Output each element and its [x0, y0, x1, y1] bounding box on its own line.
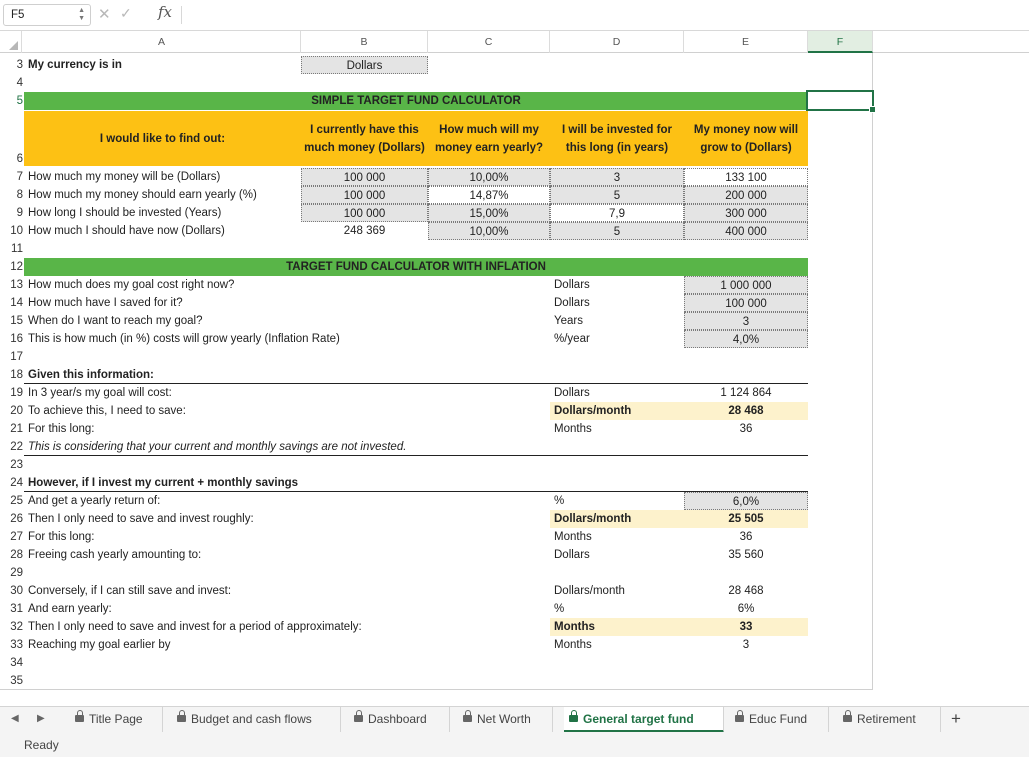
- insert-function-icon[interactable]: fx: [158, 3, 173, 21]
- period-value[interactable]: 33: [684, 618, 808, 636]
- lock-icon: [354, 715, 363, 722]
- simple-row-rate[interactable]: 14,87%: [428, 186, 550, 204]
- grow-to-header-line2[interactable]: grow to (Dollars): [700, 142, 792, 154]
- future-cost-unit[interactable]: Dollars: [554, 387, 590, 399]
- yearly-return-value[interactable]: 6,0%: [684, 492, 808, 510]
- tab-title-page[interactable]: [70, 707, 163, 733]
- lock-icon: [463, 715, 472, 722]
- row-number[interactable]: 22: [10, 441, 23, 453]
- row-number[interactable]: 20: [10, 405, 23, 417]
- cancel-icon[interactable]: ✕: [98, 6, 111, 23]
- inflation-calculator-title[interactable]: TARGET FUND CALCULATOR WITH INFLATION: [286, 261, 546, 273]
- saved-unit[interactable]: Dollars: [554, 297, 590, 309]
- row-number[interactable]: 33: [10, 639, 23, 651]
- lock-icon: [735, 715, 744, 722]
- freeing-cash-label[interactable]: Freeing cash yearly amounting to:: [28, 549, 202, 561]
- formula-input[interactable]: [186, 4, 1021, 26]
- need-to-save-unit[interactable]: Dollars/month: [550, 402, 684, 420]
- freeing-cash-value[interactable]: 35 560: [728, 549, 764, 561]
- status-bar: [0, 732, 1029, 757]
- lock-icon: [75, 715, 84, 722]
- row-number[interactable]: 4: [16, 77, 23, 89]
- column-header-c[interactable]: C: [428, 31, 550, 53]
- row-number[interactable]: 31: [10, 603, 23, 615]
- simple-row-current[interactable]: 248 369: [343, 225, 386, 237]
- inflation-unit[interactable]: %/year: [554, 333, 590, 345]
- invest-duration-value[interactable]: 36: [739, 531, 753, 543]
- row-number[interactable]: 6: [16, 153, 23, 165]
- goal-cost-value[interactable]: 1 000 000: [684, 276, 808, 294]
- row-number[interactable]: 17: [10, 351, 23, 363]
- saved-label[interactable]: How much have I saved for it?: [28, 297, 183, 309]
- earn-yearly-value[interactable]: 6%: [737, 603, 755, 615]
- invest-duration-unit[interactable]: Months: [554, 531, 592, 543]
- select-all-corner[interactable]: [0, 31, 22, 53]
- scroll-tabs-left-icon[interactable]: ◀: [11, 713, 19, 724]
- tab-label: General target fund: [583, 712, 694, 726]
- tab-label: Net Worth: [477, 712, 531, 726]
- name-box-spinner-icon[interactable]: ▲ ▼: [78, 7, 85, 22]
- tab-dashboard[interactable]: [349, 707, 450, 733]
- add-sheet-icon[interactable]: +: [951, 709, 961, 728]
- simple-row-rate[interactable]: 10,00%: [428, 168, 550, 186]
- sheet-tab-bar: [0, 706, 1029, 732]
- tab-educ-fund[interactable]: [730, 707, 829, 733]
- tab-net-worth[interactable]: [458, 707, 553, 733]
- find-out-label[interactable]: I would like to find out:: [99, 133, 226, 145]
- goal-when-label[interactable]: When do I want to reach my goal?: [28, 315, 203, 327]
- name-box-value: F5: [11, 9, 25, 21]
- row-number[interactable]: 27: [10, 531, 23, 543]
- column-header-f[interactable]: F: [808, 31, 873, 53]
- row-number[interactable]: 34: [10, 657, 23, 669]
- goal-when-unit[interactable]: Years: [554, 315, 583, 327]
- row-number[interactable]: 21: [10, 423, 23, 435]
- need-to-save-value[interactable]: 28 468: [684, 402, 808, 420]
- simple-row-current[interactable]: 100 000: [301, 186, 428, 204]
- simple-row-years[interactable]: 7,9: [550, 204, 684, 222]
- row-number[interactable]: 29: [10, 567, 23, 579]
- row-number[interactable]: 18: [10, 369, 23, 381]
- simple-row-years[interactable]: 5: [550, 222, 684, 240]
- currency-value[interactable]: Dollars: [301, 56, 428, 74]
- grid-right-edge: [872, 53, 873, 689]
- period-unit[interactable]: Months: [550, 618, 684, 636]
- simple-row-rate[interactable]: 10,00%: [428, 222, 550, 240]
- column-header-a[interactable]: A: [23, 31, 301, 53]
- tab-retirement[interactable]: [838, 707, 941, 733]
- simple-row-label[interactable]: How long I should be invested (Years): [28, 207, 222, 219]
- saved-value[interactable]: 100 000: [684, 294, 808, 312]
- row-number[interactable]: 8: [16, 189, 23, 201]
- column-header-d[interactable]: D: [550, 31, 684, 53]
- section-rule: [24, 455, 808, 456]
- simple-row-label[interactable]: How much I should have now (Dollars): [28, 225, 225, 237]
- earlier-by-label[interactable]: Reaching my goal earlier by: [28, 639, 171, 651]
- earn-yearly-label[interactable]: And earn yearly:: [28, 603, 112, 615]
- row-number[interactable]: 28: [10, 549, 23, 561]
- row-number[interactable]: 30: [10, 585, 23, 597]
- goal-cost-unit[interactable]: Dollars: [554, 279, 590, 291]
- conversely-unit[interactable]: Dollars/month: [554, 585, 625, 597]
- row-number[interactable]: 9: [16, 207, 23, 219]
- tab-label: Retirement: [857, 712, 916, 726]
- column-header-b[interactable]: B: [301, 31, 428, 53]
- simple-row-years[interactable]: 5: [550, 186, 684, 204]
- freeing-cash-unit[interactable]: Dollars: [554, 549, 590, 561]
- not-invested-note[interactable]: This is considering that your current and monthly savings are not invested.: [28, 441, 407, 453]
- simple-row-label[interactable]: How much my money will be (Dollars): [28, 171, 221, 183]
- column-header-e[interactable]: E: [684, 31, 808, 53]
- earlier-by-value[interactable]: 3: [742, 639, 750, 651]
- lock-icon: [177, 715, 186, 722]
- simple-row-years[interactable]: 3: [550, 168, 684, 186]
- row-number[interactable]: 24: [10, 477, 23, 489]
- goal-when-value[interactable]: 3: [684, 312, 808, 330]
- confirm-icon[interactable]: ✓: [120, 5, 132, 21]
- given-info-heading[interactable]: Given this information:: [28, 369, 154, 381]
- invested-years-header-line1[interactable]: I will be invested for: [562, 124, 672, 136]
- inflation-value[interactable]: 4,0%: [684, 330, 808, 348]
- row-number[interactable]: 19: [10, 387, 23, 399]
- name-box[interactable]: [3, 4, 91, 26]
- conversely-label[interactable]: Conversely, if I can still save and invest:: [28, 585, 232, 597]
- simple-row-result[interactable]: 300 000: [684, 204, 808, 222]
- save-duration-label[interactable]: For this long:: [28, 423, 95, 435]
- simple-row-result[interactable]: 133 100: [684, 168, 808, 186]
- tab-label: Educ Fund: [749, 712, 808, 726]
- yearly-earn-header-line1[interactable]: How much will my: [439, 124, 539, 136]
- simple-row-result[interactable]: 200 000: [684, 186, 808, 204]
- tab-label: Budget and cash flows: [191, 712, 312, 726]
- row-number[interactable]: 11: [11, 243, 23, 255]
- formula-separator: [181, 6, 182, 24]
- row-number[interactable]: 3: [16, 59, 23, 71]
- save-invest-unit[interactable]: Dollars/month: [550, 510, 684, 528]
- goal-cost-label[interactable]: How much does my goal cost right now?: [28, 279, 235, 291]
- future-cost-label[interactable]: In 3 year/s my goal will cost:: [28, 387, 172, 399]
- inflation-label[interactable]: This is how much (in %) costs will grow yearly (Inflation Rate): [28, 333, 340, 345]
- row-number[interactable]: 5: [16, 95, 23, 107]
- tab-general-target-fund[interactable]: [564, 707, 724, 733]
- tab-label: Title Page: [89, 712, 143, 726]
- formula-bar: [0, 0, 1029, 31]
- row-number[interactable]: 26: [10, 513, 23, 525]
- period-label[interactable]: Then I only need to save and invest for a period of approximately:: [28, 621, 362, 633]
- row-number[interactable]: 12: [10, 261, 23, 273]
- save-invest-value[interactable]: 25 505: [684, 510, 808, 528]
- currency-label[interactable]: My currency is in: [28, 59, 122, 71]
- earlier-by-unit[interactable]: Months: [554, 639, 592, 651]
- save-duration-unit[interactable]: Months: [554, 423, 592, 435]
- simple-calculator-title[interactable]: SIMPLE TARGET FUND CALCULATOR: [311, 95, 521, 107]
- row-number[interactable]: 32: [10, 621, 23, 633]
- tab-budget-and-cash-flows[interactable]: [172, 707, 341, 733]
- current-money-header-line2[interactable]: much money (Dollars): [304, 142, 425, 154]
- invested-years-header-line2[interactable]: this long (in years): [565, 142, 669, 154]
- current-money-header-line1[interactable]: I currently have this: [310, 124, 419, 136]
- lock-icon: [843, 715, 852, 722]
- lock-icon: [569, 715, 578, 722]
- simple-row-current[interactable]: 100 000: [301, 168, 428, 186]
- simple-row-result[interactable]: 400 000: [684, 222, 808, 240]
- row-number[interactable]: 35: [10, 675, 23, 687]
- selected-cell-f5[interactable]: [806, 90, 874, 111]
- simple-row-label[interactable]: How much my money should earn yearly (%): [28, 189, 257, 201]
- yearly-return-unit[interactable]: %: [554, 495, 565, 507]
- invest-heading[interactable]: However, if I invest my current + monthly savings: [28, 477, 299, 489]
- future-cost-value[interactable]: 1 124 864: [720, 387, 772, 399]
- tab-label: Dashboard: [368, 712, 427, 726]
- row-number[interactable]: 13: [10, 279, 23, 291]
- earn-yearly-unit[interactable]: %: [554, 603, 565, 615]
- column-headers: [0, 31, 1029, 53]
- simple-row-rate[interactable]: 15,00%: [428, 204, 550, 222]
- simple-row-current[interactable]: 100 000: [301, 204, 428, 222]
- row-number[interactable]: 15: [10, 315, 23, 327]
- row-number[interactable]: 23: [10, 459, 23, 471]
- status-text: Ready: [24, 738, 59, 752]
- grid-bottom-edge: [0, 689, 873, 690]
- invest-duration-label[interactable]: For this long:: [28, 531, 95, 543]
- row-number[interactable]: 14: [10, 297, 23, 309]
- yearly-earn-header-line2[interactable]: money earn yearly?: [434, 142, 544, 154]
- scroll-tabs-right-icon[interactable]: ▶: [37, 713, 45, 724]
- row-number[interactable]: 7: [16, 171, 23, 183]
- row-number[interactable]: 10: [10, 225, 23, 237]
- row-number[interactable]: 25: [10, 495, 23, 507]
- row-number[interactable]: 16: [10, 333, 23, 345]
- save-invest-label[interactable]: Then I only need to save and invest roughly:: [28, 513, 254, 525]
- save-duration-value[interactable]: 36: [739, 423, 753, 435]
- conversely-value[interactable]: 28 468: [728, 585, 764, 597]
- yearly-return-label[interactable]: And get a yearly return of:: [28, 495, 161, 507]
- need-to-save-label[interactable]: To achieve this, I need to save:: [28, 405, 186, 417]
- grow-to-header-line1[interactable]: My money now will: [693, 124, 799, 136]
